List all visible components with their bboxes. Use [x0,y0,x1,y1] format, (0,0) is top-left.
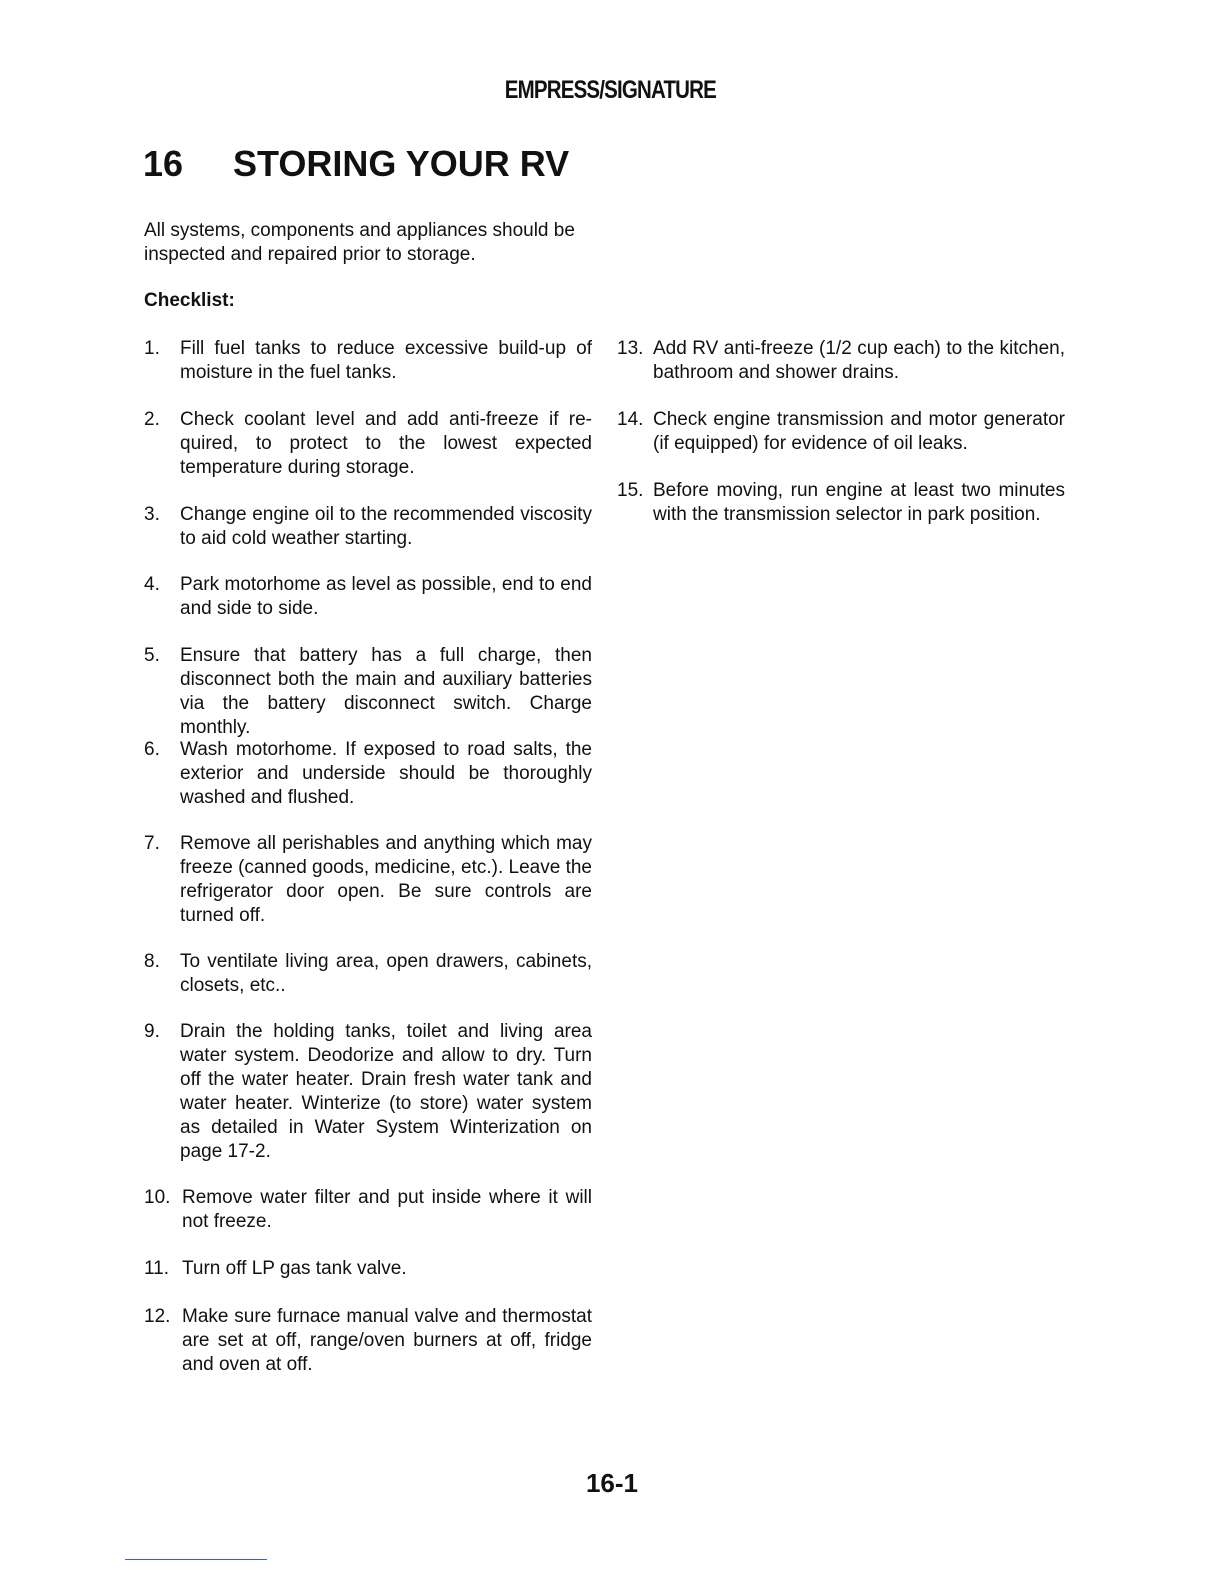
item-number: 7. [144,833,160,854]
item-text: Make sure furnace manual valve and thermostat are set at off, range/oven burners at off, fridge and oven at off. [182,1306,592,1375]
checklist-heading: Checklist: [144,290,235,311]
intro-paragraph: All systems, components and appliances should be inspected and repaired prior to storage. [144,220,575,265]
item-text: To ventilate living area, open drawers, cabinets, closets, etc.. [180,951,592,996]
item-text: Park motorhome as level as possible, end to end and side to side. [180,574,592,619]
item-number: 5. [144,645,160,666]
item-number: 6. [144,739,160,760]
item-text: Change engine oil to the recommended viscosity to aid cold weather starting. [180,504,592,549]
item-text: Fill fuel tanks to reduce excessive build-up of moisture in the fuel tanks. [180,338,592,383]
footer-rule [125,1559,267,1560]
item-number: 3. [144,504,160,525]
chapter-number: 16 [143,143,184,184]
item-text: Check coolant level and add anti-freeze if required, to protect to the lowest expected temperature during storage. [180,409,592,478]
item-text: Check engine transmission and motor generator (if equipped) for evidence of oil leaks. [653,409,1065,454]
item-text: Ensure that battery has a full charge, then disconnect both the main and auxiliary batteries via the battery disconnect switch. Charge monthly. [180,645,592,738]
item-number: 11. [144,1258,170,1279]
page-number: 16-1 [585,1468,639,1498]
chapter-heading [143,143,569,185]
item-text: Wash motorhome. If exposed to road salts, the exterior and underside should be thoroughly washed and flushed. [180,739,592,808]
running-header: EMPRESS/SIGNATURE [504,76,716,104]
item-number: 10. [144,1187,171,1208]
item-text: Remove water filter and put inside where it will not freeze. [182,1187,592,1232]
item-text: Drain the holding tanks, toilet and living area water system. Deodorize and allow to dry. Turn off the water heater. Drain fresh water tank and water heater. Winterize (to store) water system as detailed in Water System Winterization on page 17-2. [180,1021,592,1162]
item-number: 15. [617,480,644,501]
item-number: 12. [144,1306,171,1327]
item-number: 13. [617,338,644,359]
chapter-title: STORING YOUR RV [233,143,570,184]
item-text: Add RV anti-freeze (1/2 cup each) to the kitchen, bathroom and shower drains. [653,338,1065,383]
item-number: 9. [144,1021,160,1042]
item-text: Before moving, run engine at least two minutes with the transmission selector in park position. [653,480,1065,525]
item-number: 1. [144,338,160,359]
item-number: 2. [144,409,160,430]
item-text: Turn off LP gas tank valve. [182,1258,407,1279]
item-text: Remove all perishables and anything which may freeze (canned goods, medicine, etc.). Leave the refrigerator door open. Be sure controls are turned off. [180,833,592,926]
item-number: 4. [144,574,160,595]
item-number: 8. [144,951,160,972]
item-number: 14. [617,409,644,430]
